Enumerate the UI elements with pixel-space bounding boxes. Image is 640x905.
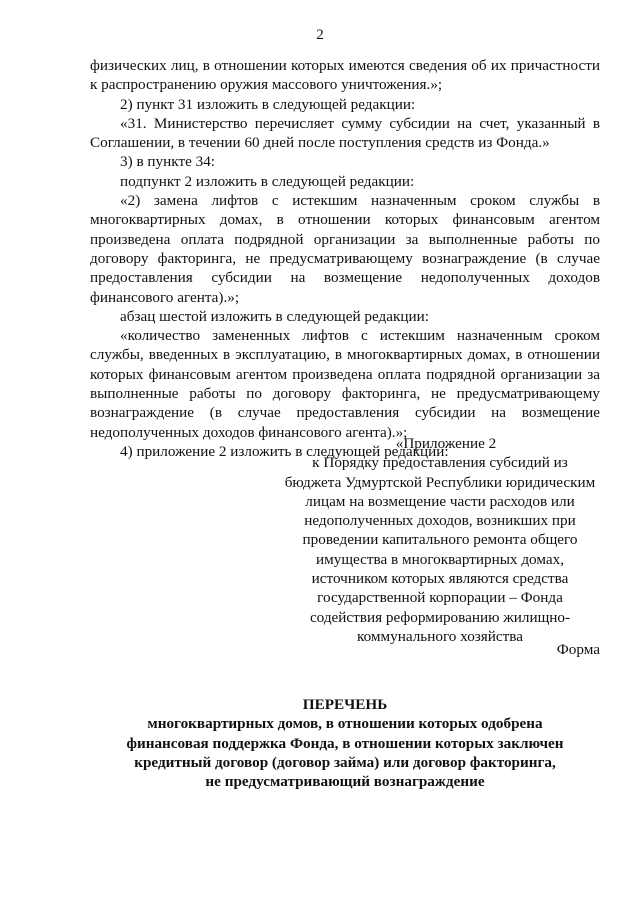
subtitle-line: кредитный договор (договор займа) или договор факторинга, [134,753,556,771]
paragraph: подпункт 2 изложить в следующей редакции: [120,172,415,190]
appendix-line: имущества в многоквартирных домах, [315,550,564,568]
appendix-header [280,434,600,646]
appendix-line: источником которых являются средства [311,570,569,588]
appendix-line: недополученных доходов, возникших при [304,512,576,530]
appendix-line: государственной корпорации – Фонда [317,589,563,607]
appendix-line: «Приложение 2 [395,435,497,452]
appendix-line: проведении капитального ремонта общего [302,531,578,549]
paragraph: 4) приложение 2 изложить в следующей редакции: [120,442,449,460]
paragraph: 3) в пункте 34: [120,153,216,171]
list-title-block [90,695,600,791]
appendix-line: к Порядку предоставления субсидий из [312,454,568,472]
page-number: 2 [316,27,324,43]
subtitle-line: не предусматривающий вознаграждение [205,773,485,791]
paragraph: «количество замененных лифтов с истекшим назначенным сроком службы, введенных в эксплуатацию, в многоквартирных домах, в отношении которых финансовым агентом произведена оплата подрядной организации за выполненные работы по договору факторинга, не предусматривающему вознаграждение (в случае предоставления субсидии на возмещение недополученных доходов финансового агента).»; [90,327,600,441]
document-title: ПЕРЕЧЕНЬ [302,696,388,713]
document-body [90,56,600,461]
subtitle-line: многоквартирных домов, в отношении которых одобрена [147,715,543,733]
appendix-line: лицам на возмещение части расходов или [305,492,575,510]
appendix-line: коммунального хозяйства [356,627,523,645]
appendix-line: бюджета Удмуртской Республики юридическим [284,473,596,491]
appendix-line: содействия реформированию жилищно- [309,608,571,626]
paragraph: «2) замена лифтов с истекшим назначенным сроком службы в многоквартирных домах, в отношении которых финансовым агентом произведена оплата подрядной организации за выполненные работы по договору факторинга, не предусматривающему вознаграждение (в случае предоставления субсидии на возмещение недополученных доходов финансового агента).»; [90,192,600,306]
subtitle-line: финансовая поддержка Фонда, в отношении которых заключен [126,734,564,752]
paragraph: физических лиц, в отношении которых имеются сведения об их причастности к распространению оружия массового уничтожения.»; [90,57,600,94]
paragraph: «31. Министерство перечисляет сумму субсидии на счет, указанный в Соглашении, в течении 60 дней после поступления средств из Фонда.» [90,114,600,152]
form-label: Форма [556,641,600,658]
paragraph: абзац шестой изложить в следующей редакции: [120,307,429,325]
paragraph: 2) пункт 31 изложить в следующей редакции: [120,95,416,113]
